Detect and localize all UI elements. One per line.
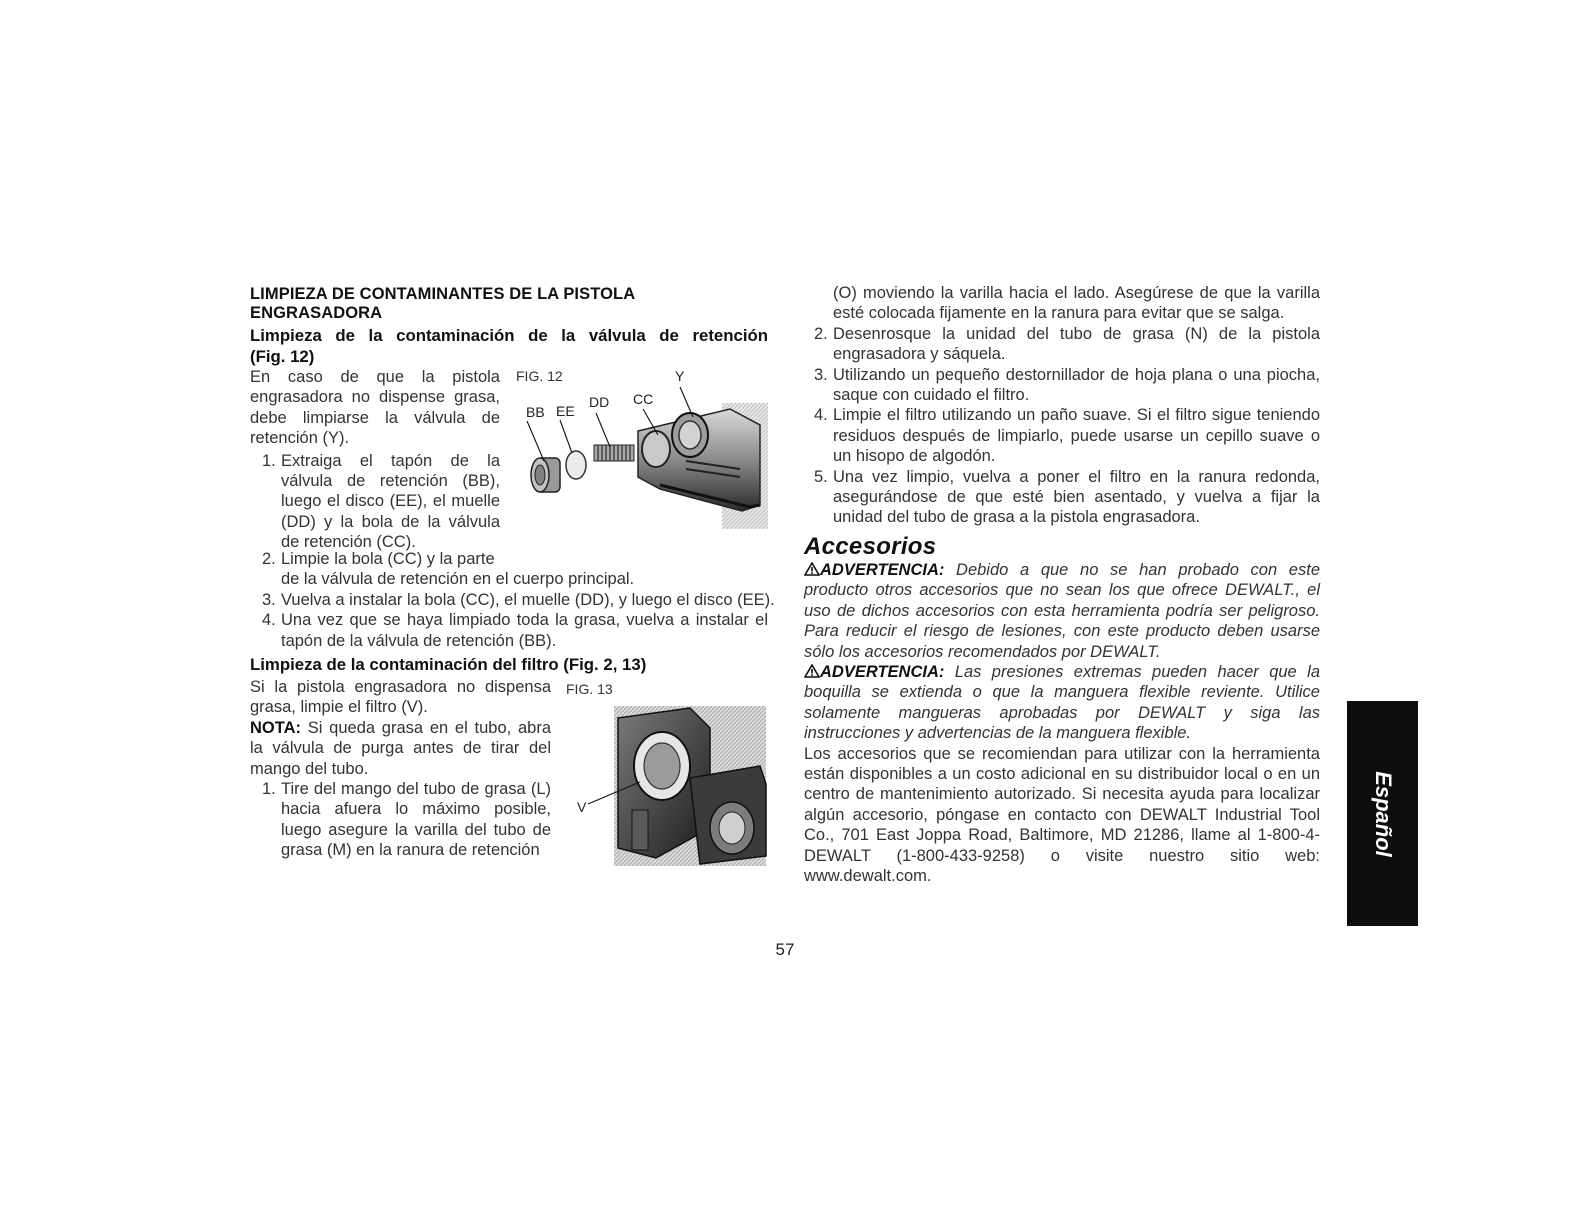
step-number: 2. (262, 550, 276, 568)
step-text: Utilizando un pequeño destornillador de hoja plana o una piocha, saque con cuidado el filtro. (833, 365, 1320, 405)
page-number: 57 (775, 940, 795, 959)
section-title-line2: ENGRASADORA (250, 304, 383, 322)
step-number: 3. (262, 590, 276, 609)
figure-12-label: FIG. 12 (516, 368, 563, 384)
filter-step-1 (250, 779, 551, 861)
subsection-title-filter: Limpieza de la contaminación del filtro (Fig. 2, 13) (250, 655, 647, 674)
filter-step-3 (804, 365, 1320, 406)
callout-cc: CC (633, 391, 654, 407)
right-column (804, 283, 1320, 528)
step-text: Desenrosque la unidad del tubo de grasa (N) de la pistola engrasadora y sáquela. (833, 324, 1320, 364)
valve-step-4 (250, 610, 768, 651)
language-tab (1347, 701, 1418, 926)
grease-filter-illustration (560, 678, 770, 870)
check-valve-illustration (510, 365, 770, 535)
figure-12 (510, 365, 770, 535)
filter-step-1-cont (804, 283, 1320, 324)
accesorios-paragraph: Los accesorios que se recomiendan para utilizar con la herramienta están disponibles a un costo adicional en su distribuidor local o en un centro de mantenimiento autorizado. Si necesita ayuda para localizar algún accesorio, póngase en contacto con DEWALT Industrial Tool Co., 701 East Joppa Road, Baltimore, MD 21286, llame al 1-800-4-DEWALT (1-800-433-9258) o visite nuestro sitio web: www.dewalt.com. (804, 744, 1320, 886)
step-number: 4. (262, 611, 276, 630)
subsection-title-valve (250, 325, 768, 367)
warning-1-label: ADVERTENCIA: (820, 561, 945, 579)
step-text: (O) moviendo la varilla hacia el lado. Asegúrese de que la varilla esté colocada fijamente en la ranura para evitar que se salga. (833, 284, 1320, 323)
step-text: Limpie el filtro utilizando un paño suave. Si el filtro sigue teniendo residuos después de limpiarlo, puede usarse un cepillo suave o un hisopo de algodón. (833, 406, 1320, 466)
figure-13 (560, 678, 770, 870)
warning-1-text: Debido a que no se han probado con este producto otros accesorios que no sean los que ofrece DEWALT., el uso de dichos accesorios con esta herramienta podría ser peligroso. Para reducir el riesgo de lesiones, con este producto deben usarse sólo los accesorios recomendados por DEWALT. (804, 561, 1320, 661)
step-text: Vuelva a instalar la bola (CC), el muelle (DD), y luego el disco (EE). (281, 590, 775, 609)
callout-ee: EE (556, 403, 575, 419)
language-tab-label: Español (1370, 770, 1396, 857)
section-title-line1: LIMPIEZA DE CONTAMINANTES DE LA PISTOLA (250, 285, 636, 303)
valve-step-1 (250, 451, 500, 553)
step-text: Limpie la bola (CC) y la parte (281, 550, 495, 568)
plug-bb (531, 458, 560, 492)
step-text: de la válvula de retención en el cuerpo principal. (281, 570, 635, 589)
accesorios-heading: Accesorios (804, 533, 937, 560)
warning-triangle-icon (804, 664, 820, 678)
warning-1 (804, 560, 1320, 662)
warning-triangle-icon (804, 562, 820, 576)
filter-intro-text: Si la pistola engrasadora no dispensa grasa, limpie el filtro (V). (250, 678, 551, 717)
valve-intro-text: En caso de que la pistola engrasadora no dispense grasa, debe limpiarse la válvula de retención (Y). (250, 368, 500, 448)
step-number: 5. (814, 467, 828, 486)
step-number: 1. (262, 451, 276, 470)
callout-v: V (577, 799, 587, 815)
step-text: Una vez limpio, vuelva a poner el filtro en la ranura redonda, asegurándose de que esté bien asentado, y vuelva a fijar la unidad del tubo de grasa a la pistola engrasadora. (833, 467, 1320, 527)
step-number: 2. (814, 324, 828, 343)
valve-steps-block (250, 549, 775, 651)
valve-step-2-cont (250, 569, 768, 589)
warning-2-text: Las presiones extremas pueden hacer que la boquilla se extienda o que la manguera flexible reviente. Utilice solamente mangueras aprobadas por DEWALT y siga las instrucciones y advertencias de la manguera flexible. (804, 663, 1320, 743)
note-label: NOTA: (250, 718, 302, 737)
step-text: Una vez que se haya limpiado toda la grasa, vuelva a instalar el tapón de la válvula de retención (BB). (281, 611, 768, 650)
filter-step-4 (804, 405, 1320, 466)
valve-step-2 (250, 549, 521, 569)
filter-step-2 (804, 324, 1320, 365)
step-number: 1. (262, 780, 276, 799)
figure-13-label: FIG. 13 (566, 681, 613, 697)
filter-step-5 (804, 467, 1320, 528)
filter-block (250, 677, 551, 861)
warning-2-label: ADVERTENCIA: (820, 663, 945, 682)
note-text: Si queda grasa en el tubo, abra la válvula de purga antes de tirar del mango del tubo. (250, 718, 551, 778)
subsection-title-valve-line2: (Fig. 12) (250, 347, 315, 366)
step-text: Tire del mango del tubo de grasa (L) hacia afuera lo máximo posible, luego asegure la varilla del tubo de grasa (M) en la ranura de retención (281, 780, 551, 860)
accesorios-body (804, 560, 1320, 887)
subsection-title-valve-line1: Limpieza de la contaminación de la válvula de retención (250, 326, 768, 345)
warning-2 (804, 662, 1320, 744)
callout-y: Y (675, 368, 685, 384)
callout-bb: BB (526, 404, 545, 420)
section-title (250, 285, 770, 323)
step-number: 3. (814, 365, 828, 384)
callout-dd: DD (589, 394, 610, 410)
valve-intro-block (250, 367, 500, 553)
step-text: Extraiga el tapón de la válvula de retención (BB), luego el disco (EE), el muelle (DD) y la bola de la válvula de retención (CC). (281, 451, 500, 552)
valve-step-3 (250, 590, 775, 610)
disc-ee (566, 451, 586, 479)
step-number: 4. (814, 406, 828, 425)
note-paragraph (250, 718, 551, 779)
spring-dd (594, 445, 634, 461)
